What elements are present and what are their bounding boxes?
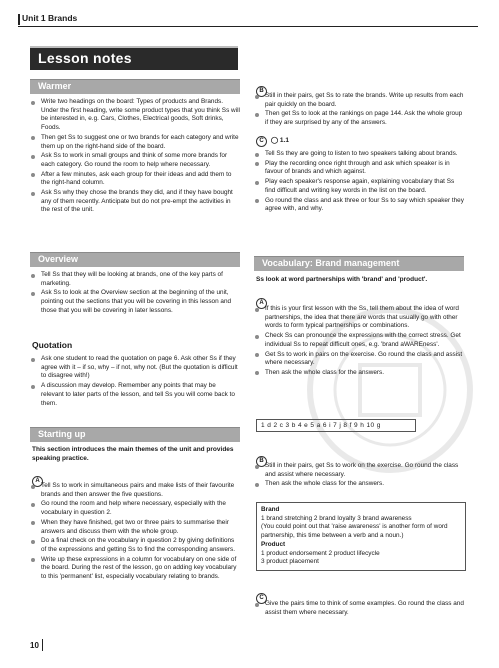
- key-brand-line: 1 brand stretching 2 brand loyalty 3 brand awareness: [261, 514, 412, 522]
- list-item: Then get Ss to suggest one or two brands for each category and write them up on the right-hand side of the board.: [30, 134, 240, 151]
- warmer-heading-label: Warmer: [38, 81, 72, 91]
- list-item: Then get Ss to look at the rankings on page 144. Ask the whole group if they are surprised by any of the answers.: [254, 110, 464, 127]
- starting-up-heading-label: Starting up: [38, 429, 86, 439]
- unit-header-bar: [18, 14, 20, 25]
- quotation-heading: Quotation: [32, 340, 73, 350]
- key-product-line1: 1 product endorsement 2 product lifecycle: [261, 549, 380, 557]
- list-item: Write two headings on the board: Types of products and Brands. Under the first heading, write some product types that you think Ss will be interested in, e.g. Cars, Clothes, Electrical goods, Soft drinks, Foods.: [30, 98, 240, 133]
- key-product-title: Product: [261, 540, 286, 548]
- circle-b-icon: B: [256, 86, 267, 97]
- list-item: Tell Ss to work in simultaneous pairs and make lists of their favourite brands and then answer the five questions.: [30, 482, 240, 499]
- list-item: A discussion may develop. Remember any points that may be relevant to later parts of the lesson, and tell Ss you will come back to them.: [30, 382, 240, 408]
- key-brand-note: (You could point out that 'raise awareness' is another form of word partnership, this time between a verb and a noun.): [261, 523, 448, 540]
- vocabulary-heading-label: Vocabulary: Brand management: [262, 258, 400, 268]
- list-item: Give the pairs time to think of some examples. Go round the class and assist them where necessary.: [254, 600, 464, 617]
- answers-b-box: [256, 502, 466, 571]
- list-item: Tell Ss they are going to listen to two speakers talking about brands.: [254, 150, 464, 159]
- warmer-list: [30, 98, 240, 216]
- list-item: Still in their pairs, get Ss to work on the exercise. Go round the class and assist where necessary.: [254, 462, 464, 479]
- circle-c-icon: C: [256, 593, 267, 604]
- list-item: Get Ss to work in pairs on the exercise. Go round the class and assist where necessary.: [254, 351, 464, 368]
- list-item: Ask Ss to work in small groups and think of some more brands for each category. Go round the room to help where necessary.: [30, 152, 240, 169]
- list-item: Ask Ss why they chose the brands they did, and if they have bought any of them recently. Anticipate but do not pre-empt the activities in the rest of the unit.: [30, 189, 240, 215]
- page-number-label: 10: [30, 641, 39, 650]
- list-item: When they have finished, get two or three pairs to summarise their answers and discuss them with the whole group.: [30, 519, 240, 536]
- list-item: Play each speaker's response again, explaining vocabulary that Ss find difficult and writing key words in the list on the board.: [254, 178, 464, 195]
- list-item: Still in their pairs, get Ss to rate the brands. Write up results from each pair quickly on the board.: [254, 92, 464, 109]
- list-item: Then ask the whole class for the answers.: [254, 480, 464, 489]
- starting-up-heading: [30, 427, 240, 442]
- list-item: Go round the room and help where necessary, especially with the vocabulary in question 2.: [30, 500, 240, 517]
- list-item: Then ask the whole class for the answers.: [254, 369, 464, 378]
- vocabulary-intro: Ss look at word partnerships with 'brand' and 'product'.: [256, 276, 428, 283]
- key-product-line2: 3 product placement: [261, 558, 319, 566]
- quotation-list: [30, 355, 240, 409]
- list-item: Ask Ss to look at the Overview section at the beginning of the unit, pointing out the sections that you will be covering in this lesson and those that you will be covering in later lessons.: [30, 289, 240, 315]
- circle-c-icon: C: [256, 136, 267, 147]
- starting-up-intro: This section introduces the main themes of the unit and provides speaking practice.: [32, 446, 234, 462]
- answers-a-box: 1 d 2 c 3 b 4 e 5 a 6 i 7 j 8 f 9 h 10 g: [256, 419, 416, 432]
- track-number: 1.1: [279, 137, 289, 144]
- watermark-stamp: [300, 290, 480, 490]
- listening-list: [254, 150, 464, 215]
- key-brand-title: Brand: [261, 506, 280, 513]
- circle-a-icon: A: [256, 298, 267, 309]
- unit-header: [18, 13, 478, 27]
- lesson-notes-title: [30, 46, 238, 70]
- list-item: Ask one student to read the quotation on page 6. Ask other Ss if they agree with it – if so, why – if not, why not. (But the quotation is difficult to disagree with!): [30, 355, 240, 381]
- overview-list: [30, 271, 240, 317]
- unit-label: Unit 1 Brands: [22, 13, 78, 23]
- audio-icon: ◯: [270, 137, 279, 144]
- circle-a-icon: A: [32, 476, 43, 487]
- warmer-heading: [30, 79, 240, 94]
- page-title: Lesson notes: [38, 50, 132, 66]
- list-item: If this is your first lesson with the Ss, tell them about the idea of word partnerships, the idea that there are words that usually go with other words to form typical partnerships or combinations.: [254, 305, 464, 331]
- list-item: Tell Ss that they will be looking at brands, one of the key parts of marketing.: [30, 271, 240, 288]
- label-c-track: [256, 136, 289, 147]
- overview-heading: [30, 252, 240, 267]
- vocab-c-list: [254, 600, 464, 618]
- list-item: Check Ss can pronounce the expressions with the correct stress. Get individual Ss to repeat difficult ones, e.g. 'brand aWAREness'.: [254, 332, 464, 349]
- list-item: Play the recording once right through and ask which speaker is in favour of brands and which against.: [254, 160, 464, 177]
- list-item: Write up these expressions in a column for vocabulary on one side of the board. During the rest of the lesson, go on adding key vocabulary to this 'permanent' list, especially vocabulary relating to brands.: [30, 556, 240, 582]
- vocabulary-heading: [254, 256, 464, 271]
- page-number: [30, 641, 39, 650]
- rate-brands-list: [254, 92, 464, 129]
- circle-b-icon: B: [256, 456, 267, 467]
- list-item: After a few minutes, ask each group for their ideas and add them to the right-hand column.: [30, 171, 240, 188]
- page-number-tick: [42, 639, 43, 651]
- list-item: Go round the class and ask three or four Ss to say which speaker they agree with, and why.: [254, 197, 464, 214]
- starting-up-list: [30, 482, 240, 583]
- list-item: Do a final check on the vocabulary in question 2 by giving definitions of the expressions and getting Ss to find the corresponding answers.: [30, 537, 240, 554]
- overview-heading-label: Overview: [38, 254, 79, 264]
